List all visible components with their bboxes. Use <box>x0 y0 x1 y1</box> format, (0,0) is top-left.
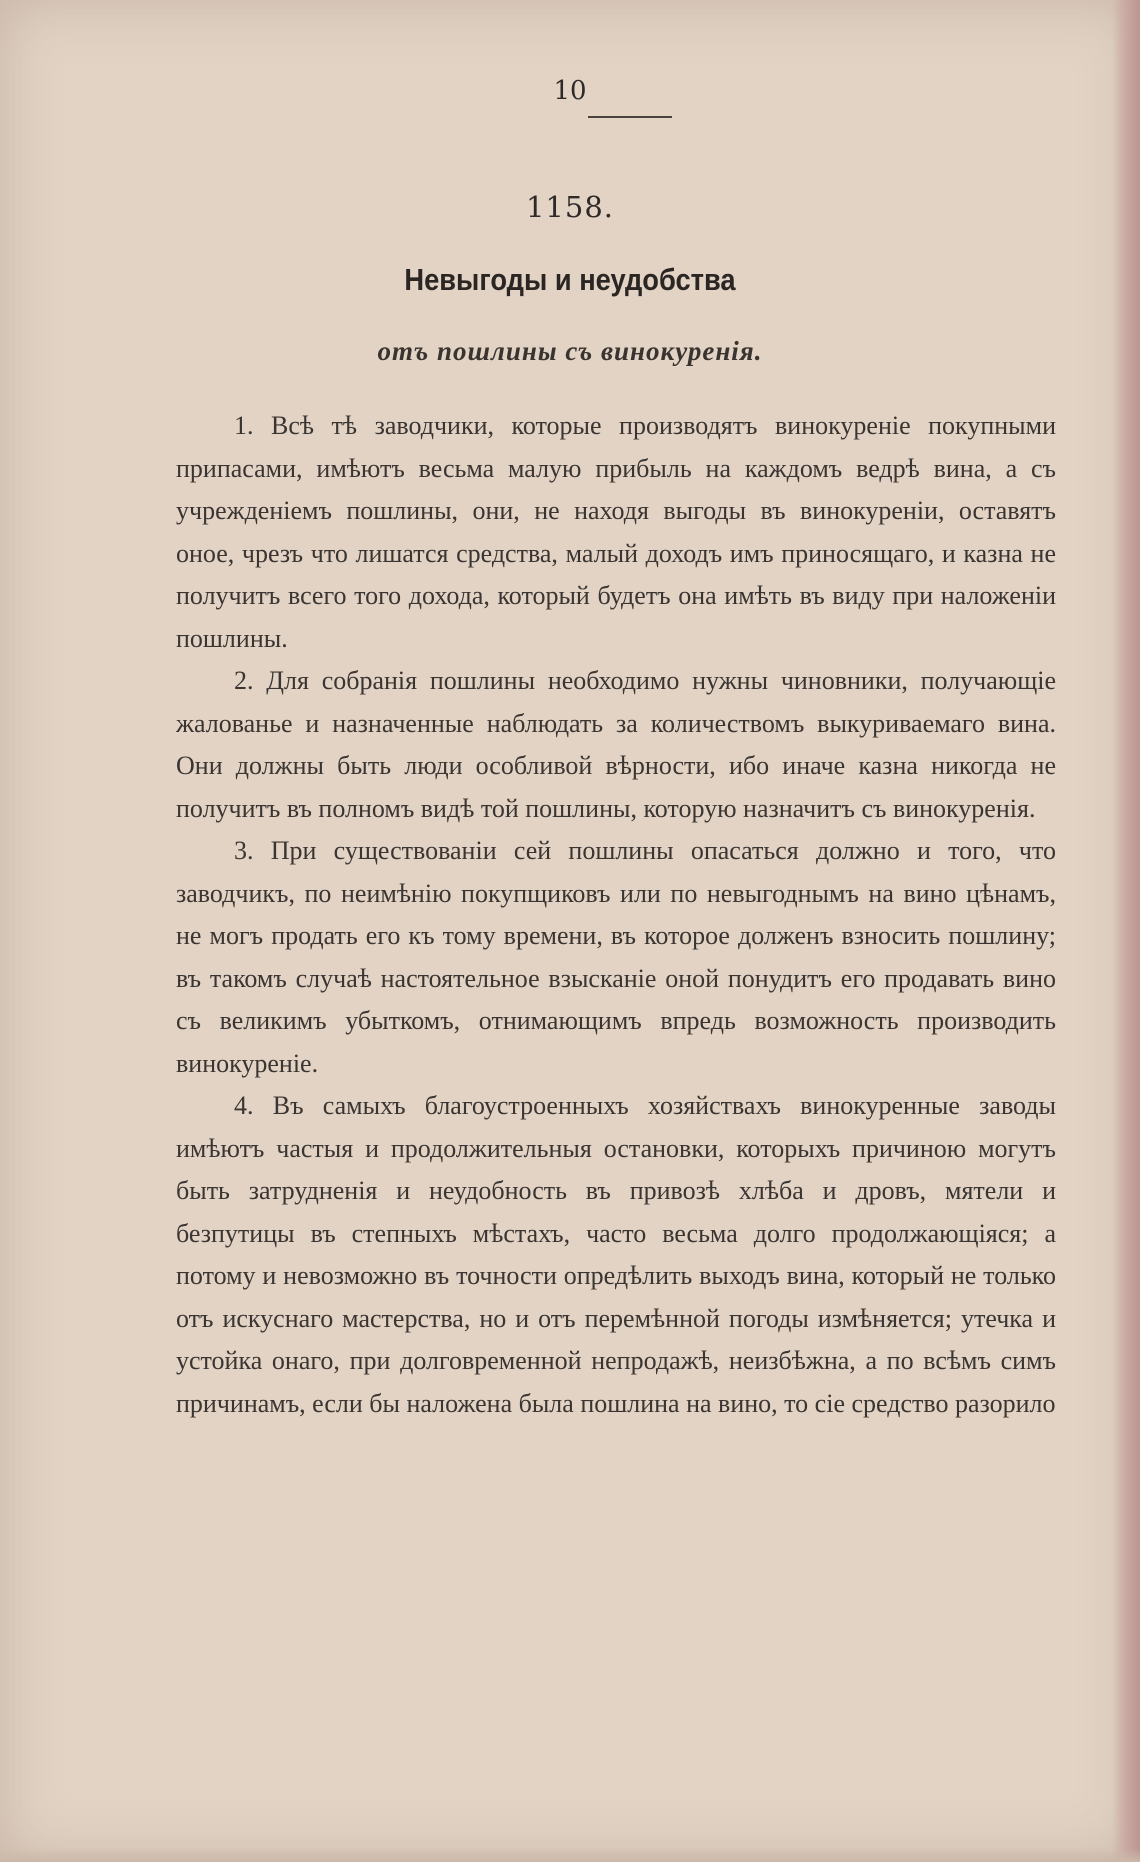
section-number: 1158. <box>525 190 615 224</box>
paragraph-2: 2. Для собранія пошлины необходимо нужны чиновники, получающіе жалованье и назначенные наблюдать за количествомъ выкуриваемаго вина. Они должны быть люди особливой вѣрности, ибо иначе казна никогда не получитъ въ полномъ видѣ той пошлины, которую назначитъ съ винокуренія. <box>176 666 1056 823</box>
section-subtitle: отъ пошлины съ винокуренія. <box>377 336 763 366</box>
page-edge-shadow <box>1112 0 1140 1862</box>
paragraph-1: 1. Всѣ тѣ заводчики, которые производятъ винокуреніе покупными припасами, имѣютъ весьма малую прибыль на каждомъ ведрѣ вина, а съ учрежденіемъ пошлины, они, не находя выгоды въ винокуреніи, оставятъ оное, чрезъ что лишатся средства, малый доходъ имъ приносящаго, и казна не получитъ всего того дохода, который будетъ она имѣть въ виду при наложеніи пошлины. <box>176 411 1056 653</box>
paragraph-3: 3. При существованіи сей пошлины опасаться должно и того, что заводчикъ, по неимѣнію покупщиковъ или по невыгоднымъ на вино цѣнамъ, не могъ продать его къ тому времени, въ которое долженъ взносить пошлину; въ такомъ случаѣ настоятельное взысканіе оной понудитъ его продавать вино съ великимъ убыткомъ, отнимающимъ впредь возможность производить винокуреніе. <box>176 836 1056 1078</box>
page-number: 10 <box>553 76 587 106</box>
paragraph-4: 4. Въ самыхъ благоустроенныхъ хозяйствахъ винокуренные заводы имѣютъ частыя и продолжительныя остановки, которыхъ причиною могутъ быть затрудненія и неудобность въ привозѣ хлѣба и дровъ, мятели и безпутицы въ степныхъ мѣстахъ, часто весьма долго продолжающіяся; а потому и невозможно въ точности опредѣлить выходъ вина, который не только отъ искуснаго мастерства, но и отъ перемѣнной погоды измѣняется; утечка и устойка онаго, при долговременной непродажѣ, неизбѣжна, а по всѣмъ симъ причинамъ, если бы наложена была пошлина на вино, то сіе средство разорило <box>176 1091 1056 1418</box>
page-number-rule <box>588 116 672 118</box>
body-text <box>176 405 1056 1425</box>
page-bottom-shadow <box>0 1848 1140 1862</box>
section-title: Невыгоды и неудобства <box>404 262 736 297</box>
